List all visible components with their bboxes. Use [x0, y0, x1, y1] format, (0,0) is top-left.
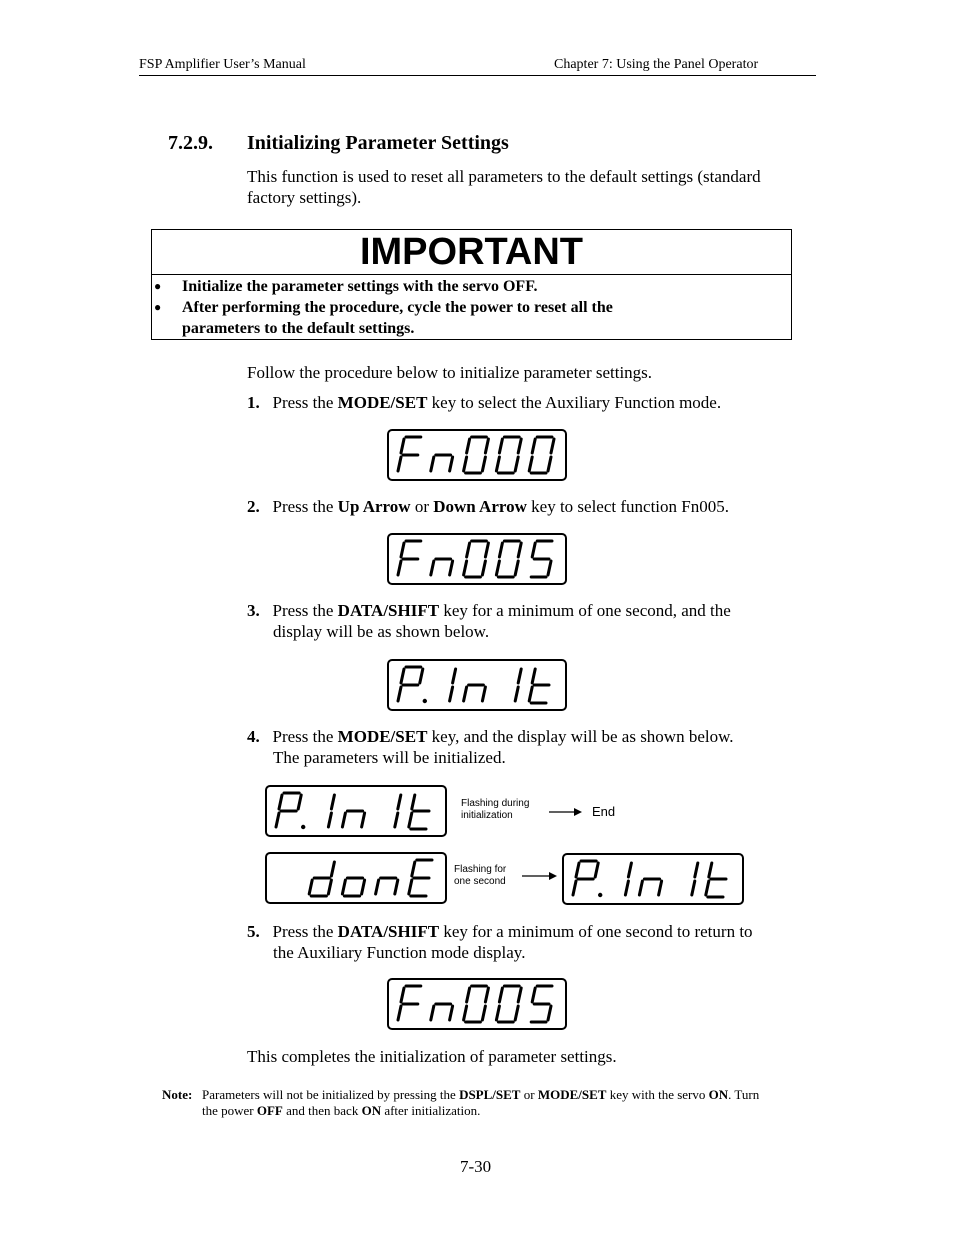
decimal-point — [423, 699, 427, 703]
note-span: the power — [202, 1103, 257, 1118]
segment-digit — [398, 437, 421, 471]
section-title: Initializing Parameter Settings — [247, 132, 509, 154]
segment — [625, 881, 628, 895]
intro-paragraph-line1: This function is used to reset all parameters to the default settings (standard — [247, 167, 761, 186]
segment — [398, 795, 401, 809]
segment — [499, 543, 502, 557]
segment — [279, 795, 282, 809]
segment — [529, 687, 532, 701]
step-text: or — [410, 497, 434, 516]
segment-digit — [573, 861, 602, 897]
segment-digit — [464, 986, 489, 1022]
segment — [529, 457, 532, 471]
important-item-2 — [154, 297, 772, 339]
step-text: key for a minimum of one second to return to — [439, 922, 753, 941]
segment-digit — [529, 437, 554, 473]
segment-digit — [706, 863, 726, 897]
note-label: Note: — [162, 1087, 193, 1102]
segment — [450, 1006, 453, 1020]
segment — [515, 1006, 518, 1020]
step-number: 5. — [247, 922, 260, 941]
step-text: Press the — [272, 727, 338, 746]
segment — [395, 813, 398, 827]
segment-display-svg — [564, 855, 742, 903]
segment — [532, 439, 535, 453]
step-text: Press the — [272, 393, 338, 412]
step-3 — [247, 600, 731, 642]
segment — [401, 543, 404, 557]
display-panel-fn005-return — [387, 978, 567, 1030]
step-text: Press the — [272, 601, 338, 620]
note-text — [202, 1087, 810, 1119]
label-line: Flashing for — [454, 864, 507, 875]
segment — [362, 880, 365, 894]
step-text: key to select the Auxiliary Function mode. — [427, 393, 722, 412]
end-label: End — [592, 804, 616, 819]
step-4 — [247, 726, 734, 768]
note-span: . Turn — [728, 1087, 760, 1102]
segment-digit — [276, 793, 305, 829]
segment — [659, 881, 662, 895]
segment-digit — [639, 879, 661, 895]
segment-digit — [328, 795, 334, 827]
note-state: OFF — [256, 1103, 283, 1118]
flashing-during-init-label — [461, 798, 529, 822]
label-line: Flashing during — [461, 798, 530, 809]
step-5-line2: the Auxiliary Function mode display. — [273, 943, 526, 962]
step-4-line2: The parameters will be initialized. — [273, 748, 506, 767]
segment — [409, 813, 412, 827]
segment — [532, 543, 535, 557]
note-state: ON — [708, 1087, 729, 1102]
segment-digit — [342, 811, 364, 827]
segment — [576, 863, 579, 877]
segment-digit — [342, 878, 364, 896]
flashing-one-second-label — [454, 864, 506, 888]
segment — [331, 862, 334, 876]
segment — [692, 881, 695, 895]
segment-digit — [431, 455, 453, 471]
note-key: DSPL/SET — [459, 1087, 521, 1102]
segment — [518, 439, 521, 453]
segment — [431, 561, 434, 575]
arrow-right-icon — [549, 806, 583, 818]
segment — [595, 863, 598, 877]
label-line: initialization — [461, 810, 513, 821]
label-line: one second — [454, 876, 506, 887]
segment — [412, 795, 415, 809]
segment — [450, 687, 453, 701]
segment — [412, 862, 415, 876]
display-panel-pinit-after — [562, 853, 744, 905]
segment — [499, 439, 502, 453]
section-number: 7.2.9. — [168, 132, 213, 154]
segment — [398, 687, 401, 701]
note-state: ON — [361, 1103, 382, 1118]
segment — [518, 669, 521, 683]
segment-digit — [531, 541, 552, 577]
segment — [309, 880, 312, 894]
display-panel-fn005 — [387, 533, 567, 585]
step-5 — [247, 921, 753, 963]
display-panel-done — [265, 852, 447, 904]
segment — [639, 881, 642, 895]
important-title: IMPORTANT — [152, 230, 791, 275]
segment-digit — [398, 986, 421, 1020]
segment-digit — [464, 685, 486, 701]
segment — [548, 457, 551, 471]
important-box — [151, 229, 792, 340]
segment — [499, 988, 502, 1002]
segment-digit — [409, 795, 429, 829]
segment — [496, 561, 499, 575]
segment — [450, 457, 453, 471]
step-text: key to select function Fn005. — [526, 497, 729, 516]
segment — [276, 813, 279, 827]
key-name: Down Arrow — [433, 497, 527, 516]
segment — [532, 669, 535, 683]
segment — [298, 795, 301, 809]
segment — [573, 881, 576, 895]
segment — [515, 687, 518, 701]
segment — [395, 880, 398, 894]
segment — [464, 687, 467, 701]
decimal-point — [301, 825, 305, 829]
segment — [362, 813, 365, 827]
note-span: or — [520, 1087, 538, 1102]
important-item-2-line2: parameters to the default settings. — [182, 320, 415, 337]
segment-digit — [398, 667, 427, 703]
segment-digit — [496, 986, 521, 1022]
segment — [496, 1006, 499, 1020]
segment — [485, 439, 488, 453]
segment — [482, 457, 485, 471]
key-name: DATA/SHIFT — [337, 601, 440, 620]
closing-paragraph: This completes the initialization of parameter settings. — [247, 1047, 617, 1066]
segment-digit — [496, 437, 521, 473]
page-number: 7-30 — [460, 1157, 492, 1176]
segment — [496, 457, 499, 471]
segment-digit — [464, 541, 489, 577]
step-3-line2: display will be as shown below. — [273, 622, 490, 641]
segment — [453, 669, 456, 683]
segment — [709, 863, 712, 877]
segment-display-svg — [389, 980, 565, 1028]
bullet-icon: ● — [154, 279, 162, 293]
key-name: DATA/SHIFT — [337, 922, 440, 941]
step-text: key for a minimum of one second, and the — [439, 601, 731, 620]
segment-digit — [625, 863, 631, 895]
segment — [518, 988, 521, 1002]
segment-digit — [531, 986, 552, 1022]
segment-digit — [431, 1004, 453, 1020]
segment — [482, 687, 485, 701]
bullet-icon: ● — [154, 300, 162, 314]
segment-digit — [431, 559, 453, 575]
segment-digit — [692, 863, 698, 895]
segment — [398, 561, 401, 575]
arrow-right-icon — [522, 870, 558, 882]
note-key: MODE/SET — [537, 1087, 607, 1102]
segment — [328, 813, 331, 827]
segment-digit — [450, 669, 456, 701]
segment — [515, 457, 518, 471]
step-number: 4. — [247, 727, 260, 746]
step-number: 1. — [247, 393, 260, 412]
segment — [420, 669, 423, 683]
segment — [485, 988, 488, 1002]
step-text: key, and the display will be as shown below. — [427, 727, 734, 746]
display-panel-pinit-flashing — [265, 785, 447, 837]
display-panel-fn000 — [387, 429, 567, 481]
segment — [328, 880, 331, 894]
segment — [706, 881, 709, 895]
segment — [464, 1006, 467, 1020]
display-panel-pinit — [387, 659, 567, 711]
header-rule — [139, 75, 816, 76]
segment-digit — [529, 669, 549, 703]
segment — [551, 439, 554, 453]
header-manual-title: FSP Amplifier User’s Manual — [139, 57, 306, 72]
step-2 — [247, 496, 729, 517]
important-item-2-line1: After performing the procedure, cycle the power to reset all the — [182, 299, 613, 316]
header-chapter-title: Chapter 7: Using the Panel Operator — [554, 57, 759, 72]
segment — [398, 457, 401, 471]
segment-digit — [496, 541, 521, 577]
segment-digit — [398, 541, 421, 575]
key-name: MODE/SET — [337, 727, 428, 746]
important-item-1-text: Initialize the parameter settings with the servo OFF. — [182, 278, 538, 295]
segment-display-svg — [389, 431, 565, 479]
segment-display-svg — [389, 535, 565, 583]
segment-digit — [309, 862, 334, 896]
segment — [398, 1006, 401, 1020]
decimal-point — [598, 893, 602, 897]
segment — [342, 880, 345, 894]
segment — [401, 439, 404, 453]
note-span: and then back — [282, 1103, 362, 1118]
segment — [431, 457, 434, 471]
important-item-1 — [154, 276, 772, 297]
segment — [548, 561, 551, 575]
segment — [467, 988, 470, 1002]
segment — [409, 880, 412, 894]
note-span: after initialization. — [381, 1103, 481, 1118]
segment-digit — [395, 795, 401, 827]
segment-display-svg — [389, 661, 565, 709]
step-number: 2. — [247, 497, 260, 516]
segment — [401, 669, 404, 683]
step-text: Press the — [272, 497, 338, 516]
procedure-intro: Follow the procedure below to initialize parameter settings. — [247, 363, 653, 382]
segment — [376, 880, 379, 894]
segment-digit — [376, 878, 398, 894]
segment — [467, 439, 470, 453]
segment-digit — [464, 437, 489, 473]
intro-paragraph-line2: factory settings). — [247, 188, 362, 207]
step-number: 3. — [247, 601, 260, 620]
segment — [518, 543, 521, 557]
segment — [628, 863, 631, 877]
segment — [331, 795, 334, 809]
segment — [342, 813, 345, 827]
note-span: key with the servo — [606, 1087, 709, 1102]
segment — [515, 561, 518, 575]
segment-display-svg — [267, 787, 445, 835]
segment — [401, 988, 404, 1002]
segment-digit — [409, 860, 432, 896]
segment — [548, 1006, 551, 1020]
note-span: Parameters will not be initialized by pressing the — [202, 1087, 460, 1102]
segment — [450, 561, 453, 575]
key-name: Up Arrow — [337, 497, 411, 516]
segment — [464, 561, 467, 575]
segment — [431, 1006, 434, 1020]
step-1 — [247, 392, 721, 413]
segment — [482, 1006, 485, 1020]
segment-digit — [515, 669, 521, 701]
key-name: MODE/SET — [337, 393, 428, 412]
step-text: Press the — [272, 922, 338, 941]
segment — [464, 457, 467, 471]
segment — [467, 543, 470, 557]
segment — [695, 863, 698, 877]
segment — [482, 561, 485, 575]
segment-display-svg — [267, 854, 445, 902]
segment — [532, 988, 535, 1002]
segment — [485, 543, 488, 557]
